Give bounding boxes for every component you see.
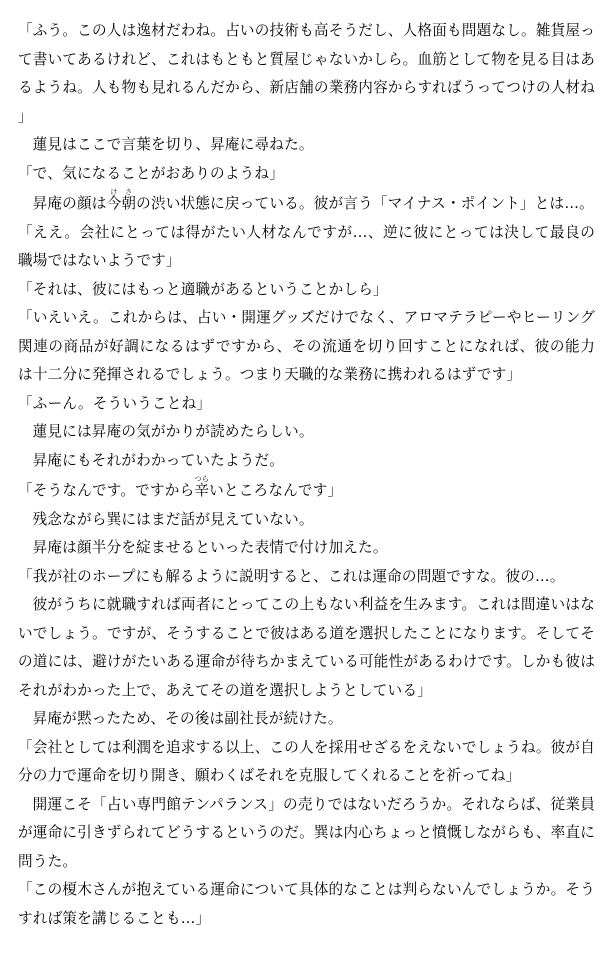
narration-paragraph: 残念ながら巽にはまだ話が見えていない。 (32, 510, 314, 528)
dialogue-paragraph: 「で、気になることがおありのようね」 (18, 164, 284, 182)
text-span: の渋い状態に戻っている。彼が言う「マイナス・ポイント」とは…。 (136, 195, 594, 212)
ruby-reading: つら (194, 475, 210, 483)
narration-paragraph: 昇庵は顔半分を綻ませるといった表情で付け加えた。 (32, 539, 388, 556)
text-span: いところなんです」 (209, 482, 343, 499)
narration-paragraph: 蓮見には昇庵の気がかりが読めたらしい。 (32, 423, 314, 440)
dialogue-paragraph: 「この榎木さんが抱えている運命について具体的なことは判らないんでしょうか。そうすれば策を講じることも…」 (18, 881, 595, 927)
text-span: 昇庵の顔は (32, 195, 107, 212)
narration-paragraph (18, 188, 595, 219)
narration-paragraph: 彼がうちに就職すれば両者にとってこの上もない利益を生みます。これは間違いはないでしょう。ですが、そうすることで彼はある道を選択したことになります。そしてその道には、避けがたいある運命が待ちかまえている可能性があるわけです。しかも彼はそれがわかった上で、あえてその道を選択しようとしている」 (18, 596, 595, 699)
dialogue-paragraph: 「会社としては利潤を追求する以上、この人を採用せざるをえないでしょうね。彼が自分の力で運命を切り開き、願わくばそれを克服してくれることを祈ってね」 (18, 738, 595, 784)
ruby-reading: けさ (106, 188, 137, 196)
ruby-base: 今朝 (106, 195, 137, 212)
narration-paragraph: 昇庵が黙ったため、その後は副社長が続けた。 (32, 710, 343, 727)
narration-paragraph: 蓮見はここで言葉を切り、昇庵に尋ねた。 (32, 136, 314, 153)
narration-paragraph: 開運こそ「占い専門館テンパランス」の売りではないだろうか。それならば、従業員が運命に引きずられてどうするというのだ。巽は内心ちょっと憤慨しながらも、率直に問うた。 (18, 795, 595, 870)
ruby-annotation (194, 475, 210, 499)
dialogue-paragraph (18, 475, 595, 506)
text-span: 「そうなんです。ですから (18, 482, 195, 499)
ruby-base: 辛 (194, 482, 210, 499)
dialogue-paragraph: 「それは、彼にはもっと適職があるということかしら」 (18, 280, 388, 298)
dialogue-paragraph: 「ふう。この人は逸材だわね。占いの技術も高そうだし、人格面も問題なし。雑貨屋って書いてあるけれど、これはもともと質屋じゃないかしら。血筋として物を見る目はあるようね。人も物も見れるんだから、新店舗の業務内容からすればうってつけの人材ね」 (18, 22, 595, 125)
dialogue-paragraph: 「ええ。会社にとっては得がたい人材なんですが…、逆に彼にとっては決して最良の職場ではないようです」 (18, 223, 595, 269)
ruby-annotation (106, 188, 137, 212)
dialogue-paragraph: 「いえいえ。これからは、占い・開運グッズだけでなく、アロマテラピーやヒーリング関連の商品が好調になるはずですから、その流通を切り回すことになれば、彼の能力は十二分に発揮されるでしょう。つまり天職的な業務に携われるはずです」 (18, 309, 595, 383)
dialogue-paragraph: 「ふーん。そういうことね」 (18, 394, 212, 412)
narration-paragraph: 昇庵にもそれがわかっていたようだ。 (32, 451, 285, 469)
dialogue-paragraph: 「我が社のホープにも解るように説明すると、これは運命の問題ですな。彼の…。 (18, 567, 565, 585)
